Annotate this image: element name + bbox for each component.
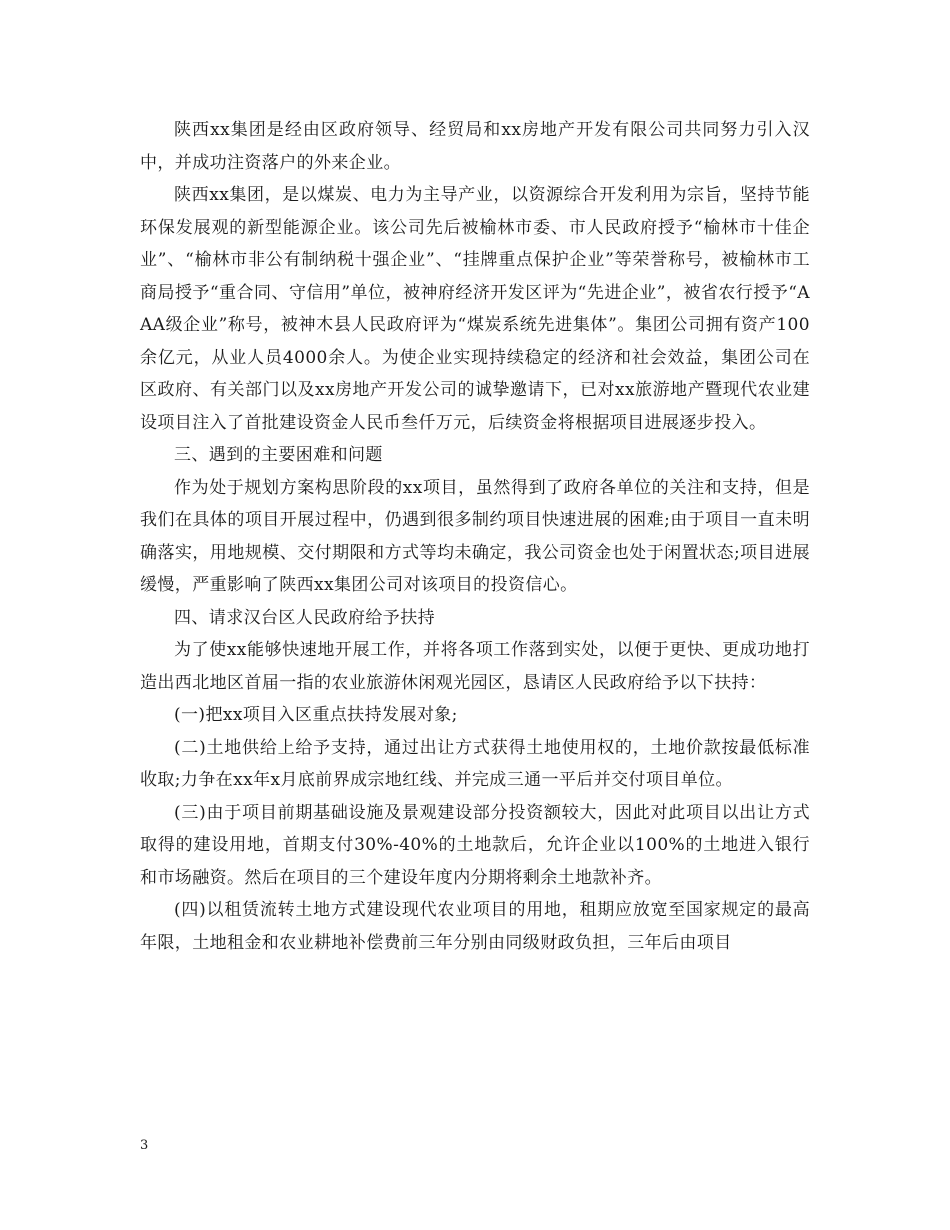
list-item-support-3: (三)由于项目前期基础设施及景观建设部分投资额较大，因此对此项目以出让方式取得的建设用地，首期支付30%-40%的土地款后，允许企业以100%的土地进入银行和市场融资。然后在项目的三个建设年度内分期将剩余土地款补齐。 [140,802,810,888]
section-heading-difficulties: 三、遇到的主要困难和问题 [174,445,383,465]
list-item-support-4: (四)以租赁流转土地方式建设现代农业项目的用地，租期应放宽至国家规定的最高年限，土地租金和农业耕地补偿费前三年分别由同级财政负担，三年后由项目 [140,900,810,953]
paragraph-difficulties: 作为处于规划方案构思阶段的xx项目，虽然得到了政府各单位的关注和支持，但是我们在具体的项目开展过程中，仍遇到很多制约项目快速进展的困难;由于项目一直未明确落实，用地规模、交付期限和方式等均未确定，我公司资金也处于闲置状态;项目进展缓慢，严重影响了陕西xx集团公司对该项目的投资信心。 [140,477,810,595]
list-item-support-1: (一)把xx项目入区重点扶持发展对象; [174,705,458,725]
paragraph-support-intro: 为了使xx能够快速地开展工作，并将各项工作落到实处，以便于更快、更成功地打造出西北地区首届一指的农业旅游休闲观光园区，恳请区人民政府给予以下扶持： [140,640,810,693]
paragraph-company-profile: 陕西xx集团，是以煤炭、电力为主导产业，以资源综合开发利用为宗旨，坚持节能环保发展观的新型能源企业。该公司先后被榆林市委、市人民政府授予“榆林市十佳企业”、“榆林市非公有制纳税十强企业”、“挂牌重点保护企业”等荣誉称号，被榆林市工商局授予“重合同、守信用”单位，被神府经济开发区评为“先进企业”，被省农行授予“AAA级企业”称号，被神木县人民政府评为“煤炭系统先进集体”。集团公司拥有资产100余亿元，从业人员4000余人。为使企业实现持续稳定的经济和社会效益，集团公司在区政府、有关部门以及xx房地产开发公司的诚挚邀请下，已对xx旅游地产暨现代农业建设项目注入了首批建设资金人民币叁仟万元，后续资金将根据项目进展逐步投入。 [140,185,810,433]
list-item-support-2: (二)土地供给上给予支持，通过出让方式获得土地使用权的，土地价款按最低标准收取;力争在xx年x月底前界成宗地红线、并完成三通一平后并交付项目单位。 [140,737,810,790]
section-heading-support-request: 四、请求汉台区人民政府给予扶持 [174,607,435,628]
paragraph-intro: 陕西xx集团是经由区政府领导、经贸局和xx房地产开发有限公司共同努力引入汉中，并成功注资落户的外来企业。 [140,120,810,173]
page-number: 3 [140,1138,149,1153]
document-body [140,114,810,959]
